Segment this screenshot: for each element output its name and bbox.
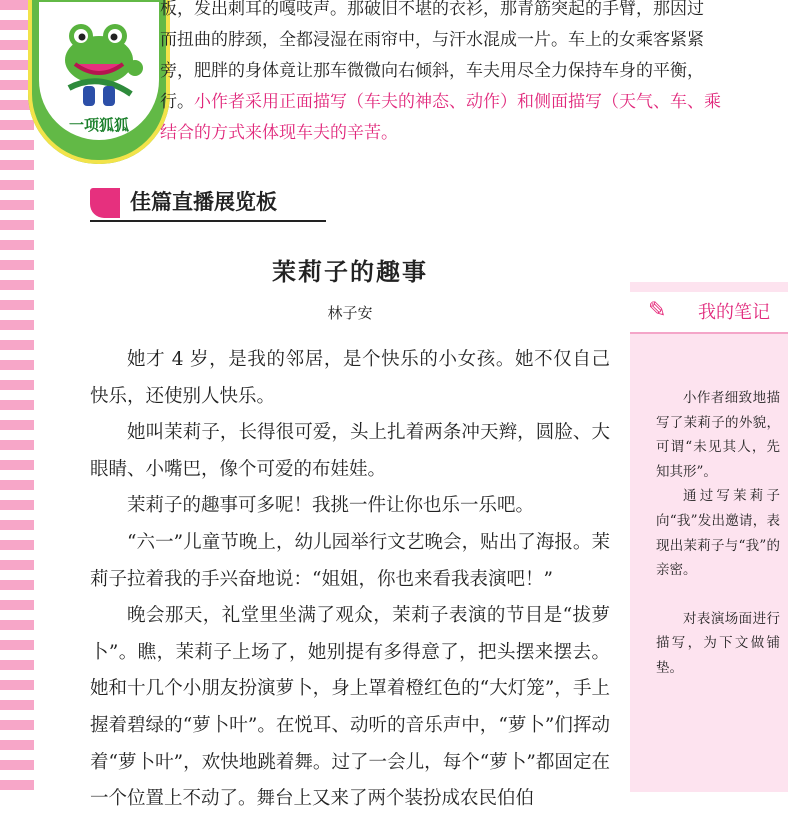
paragraph: “六一”儿童节晚上，幼儿园举行文艺晚会，贴出了海报。茉莉子拉着我的手兴奋地说：“姐姐，你也来看我表演吧！” (90, 531, 610, 590)
text-line: 而扭曲的脖颈，全都浸湿在雨帘中，与汗水混成一片。车上的女乘客紧紧 (160, 30, 704, 50)
pen-icon: ✎ (648, 298, 667, 323)
paragraph: 茉莉子的趣事可多呢！我挑一件让你也乐一乐吧。 (127, 495, 535, 517)
note-item: 小作者细致地描写了茉莉子的外貌，可谓“未见其人，先知其形”。 (656, 390, 780, 480)
section-title: 佳篇直播展览板 (130, 190, 277, 214)
paragraph: 她才 4 岁，是我的邻居，是个快乐的小女孩。她不仅自己快乐，还使别人快乐。 (90, 349, 610, 407)
paragraph: 晚会那天，礼堂里坐满了观众，茉莉子表演的节目是“拔萝卜”。瞧，茉莉子上场了，她别提有多得意了，把头摆来摆去。她和十几个小朋友扮演萝卜，身上罩着橙红色的“大灯笼”，手上握着碧绿的“萝卜叶”。在悦耳、动听的音乐声中，“萝卜”们挥动着“萝卜叶”，欢快地跳着舞。过了一会儿，每个“萝卜”都固定在一个位置上不动了。舞台上又来了两个装扮成农民伯伯 (90, 605, 610, 810)
logo-text: 一项狐狐 (68, 116, 129, 134)
article-title: 茉莉子的趣事 (272, 258, 428, 286)
paragraph: 她叫茉莉子，长得很可爱，头上扎着两条冲天辫，圆脸、大眼睛、小嘴巴，像个可爱的布娃娃。 (90, 422, 610, 480)
top-paragraph (160, 0, 780, 149)
notes-title: 我的笔记 (698, 302, 770, 323)
text-segment: 行。 (160, 92, 194, 112)
note-item: 对表演场面进行描写，为下文做铺垫。 (656, 610, 780, 676)
note-item: 通过写茉莉子向“我”发出邀请，表现出茉莉子与“我”的亲密。 (656, 488, 780, 579)
notes-sidebar (630, 282, 788, 792)
commentary-text: 结合的方式来体现车夫的辛苦。 (160, 123, 398, 143)
notes-body (656, 386, 780, 681)
article-author: 林子安 (327, 304, 373, 322)
commentary-text: 小作者采用正面描写（车夫的神态、动作）和侧面描写（天气、车、乘 (194, 92, 721, 112)
brand-logo (28, 0, 170, 164)
notes-header (630, 292, 788, 334)
section-heading (90, 186, 326, 222)
text-line: 旁，肥胖的身体竟让那车微微向右倾斜，车夫用尽全力保持车身的平衡， (160, 61, 704, 81)
frog-mascot-icon (39, 2, 159, 122)
section-marker-icon (90, 188, 120, 218)
text-line: 板，发出刺耳的嘎吱声。那破旧不堪的衣衫，那青筋突起的手臂，那因过 (160, 0, 704, 19)
article-body (90, 342, 610, 818)
text-line (160, 87, 780, 118)
